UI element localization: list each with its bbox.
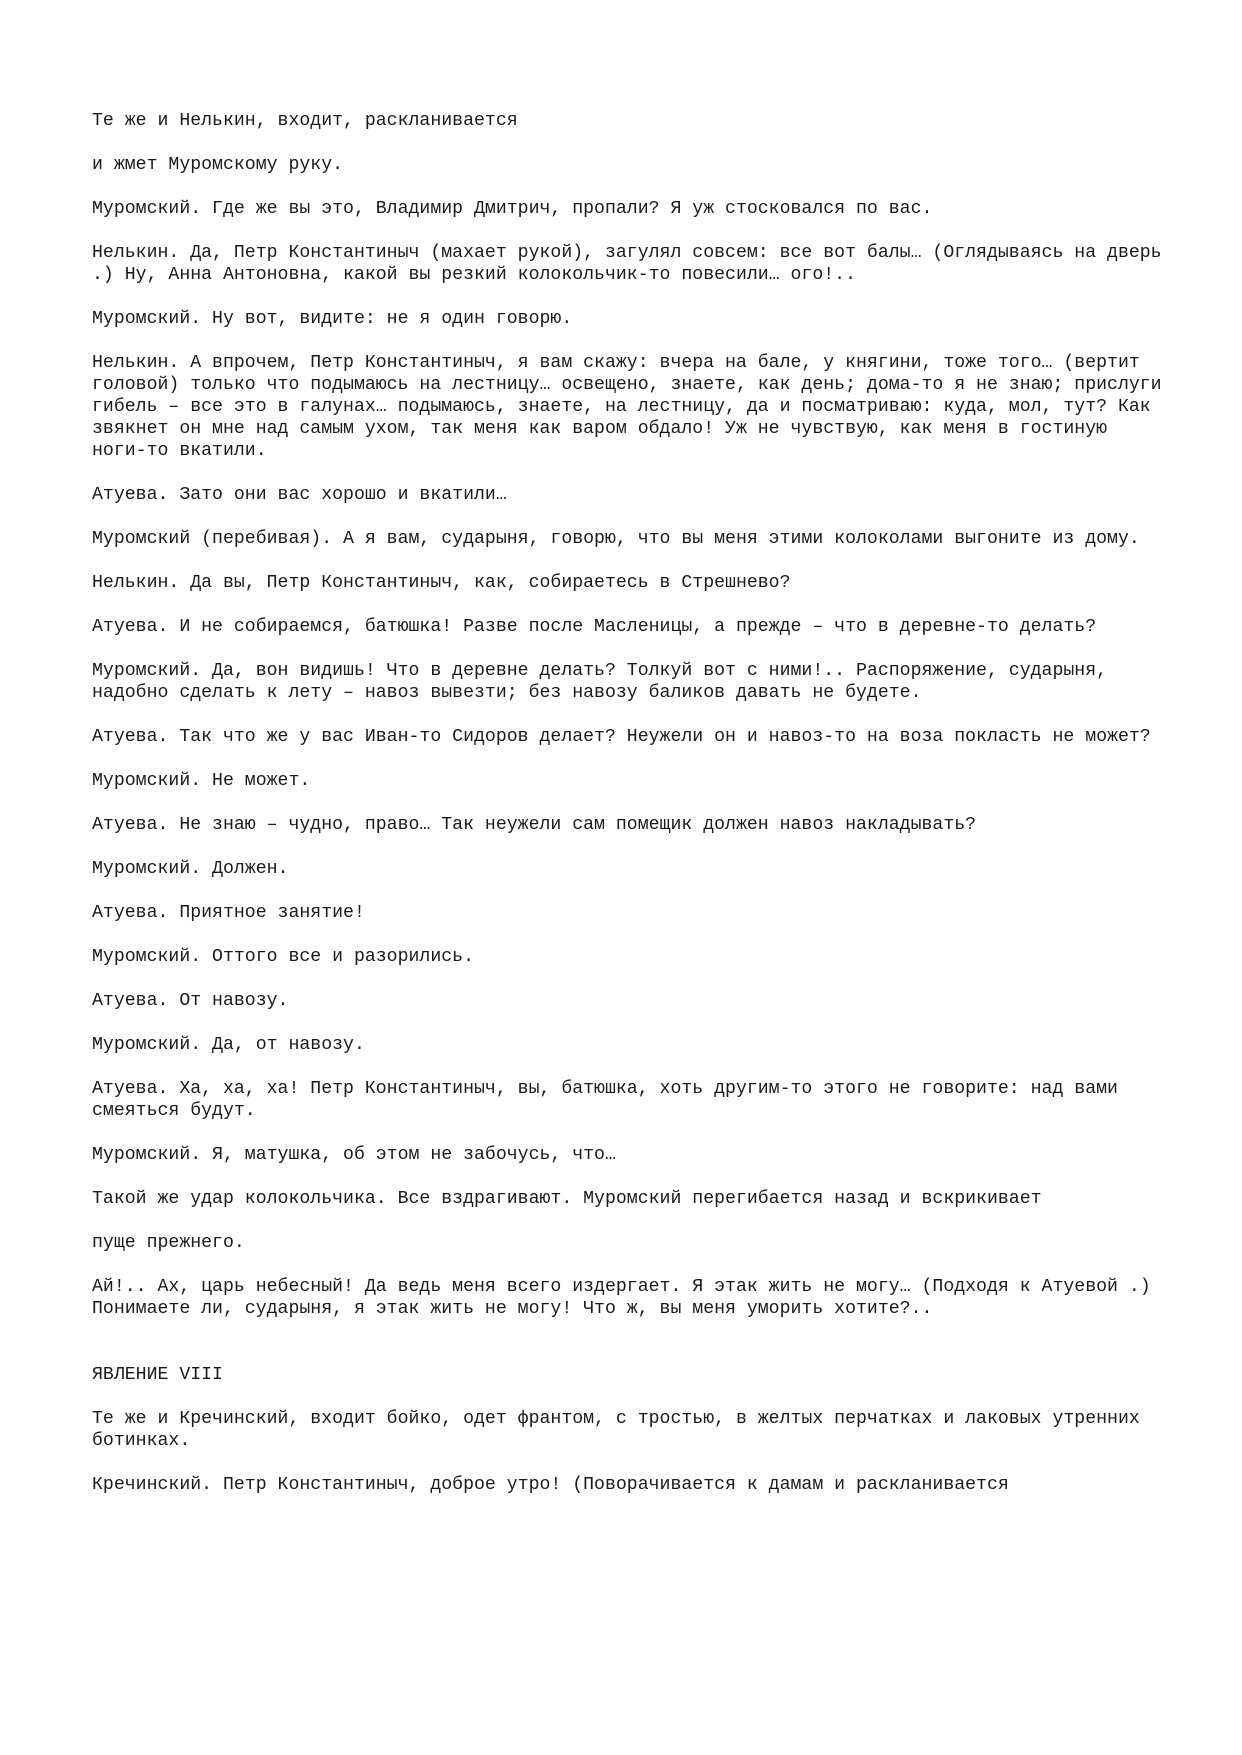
paragraph: Нелькин. Да вы, Петр Константиныч, как, собираетесь в Стрешнево? (92, 573, 791, 593)
paragraph: Атуева. Ха, ха, ха! Петр Константиныч, вы, батюшка, хоть другим-то этого не говорите: над вами смеяться будут. (92, 1079, 1118, 1121)
paragraph: Нелькин. Да, Петр Константиныч (махает рукой), загулял совсем: все вот балы… (Оглядываясь на дверь .) Ну, Анна Антоновна, какой вы резкий колокольчик-то повесили… ого!.. (92, 243, 1162, 285)
paragraph: Атуева. Приятное занятие! (92, 903, 365, 923)
paragraph: Атуева. Зато они вас хорошо и вкатили… (92, 485, 507, 505)
paragraph: Кречинский. Петр Константиныч, доброе утро! (Поворачивается к дамам и раскланивается (92, 1475, 1009, 1495)
paragraph: Ай!.. Ах, царь небесный! Да ведь меня всего издергает. Я этак жить не могу… (Подходя к Атуевой .) Понимаете ли, сударыня, я этак жить не могу! Что ж, вы меня уморить хотите?.. (92, 1277, 1151, 1319)
paragraph: пуще прежнего. (92, 1233, 245, 1253)
paragraph: Атуева. И не собираемся, батюшка! Разве после Масленицы, а прежде – что в деревне-то делать? (92, 617, 1097, 637)
paragraph: и жмет Муромскому руку. (92, 155, 344, 175)
paragraph: Такой же удар колокольчика. Все вздрагивают. Муромский перегибается назад и вскрикивает (92, 1189, 1042, 1209)
document-text (92, 110, 1172, 1518)
paragraph: Муромский. Ну вот, видите: не я один говорю. (92, 309, 573, 329)
paragraph: Муромский. Не может. (92, 771, 311, 791)
paragraph: Муромский. Да, от навозу. (92, 1035, 365, 1055)
paragraph: Атуева. Так что же у вас Иван-то Сидоров делает? Неужели он и навоз-то на воза покласть не может? (92, 727, 1151, 747)
paragraph: Те же и Нелькин, входит, раскланивается (92, 111, 518, 131)
paragraph: Муромский. Оттого все и разорились. (92, 947, 474, 967)
paragraph: Те же и Кречинский, входит бойко, одет франтом, с тростью, в желтых перчатках и лаковых утренних ботинках. (92, 1409, 1140, 1451)
paragraph: Муромский. Где же вы это, Владимир Дмитрич, пропали? Я уж стосковался по вас. (92, 199, 933, 219)
paragraph: Атуева. От навозу. (92, 991, 289, 1011)
paragraph: Муромский. Должен. (92, 859, 289, 879)
paragraph: Муромский. Я, матушка, об этом не забочусь, что… (92, 1145, 616, 1165)
paragraph: Муромский (перебивая). А я вам, сударыня, говорю, что вы меня этими колоколами выгоните из дому. (92, 529, 1140, 549)
paragraph: Атуева. Не знаю – чудно, право… Так неужели сам помещик должен навоз накладывать? (92, 815, 977, 835)
paragraph: Муромский. Да, вон видишь! Что в деревне делать? Толкуй вот с ними!.. Распоряжение, сударыня, надобно сделать к лету – навоз вывезти; без навозу баликов давать не будете. (92, 661, 1108, 703)
scene-heading: ЯВЛЕНИЕ VIII (92, 1365, 223, 1385)
paragraph: Нелькин. А впрочем, Петр Константиныч, я вам скажу: вчера на бале, у княгини, тоже того… (вертит головой) только что подымаюсь на лестницу… освещено, знаете, как день; дома-то я не знаю; прислуги гибель – все это в галунах… подымаюсь, знаете, на лестницу, да и посматриваю: куда, мол, тут? Как звякнет он мне над самым ухом, так меня как варом обдало! Уж не чувствую, как меня в гостиную ноги-то вкатили. (92, 353, 1162, 461)
